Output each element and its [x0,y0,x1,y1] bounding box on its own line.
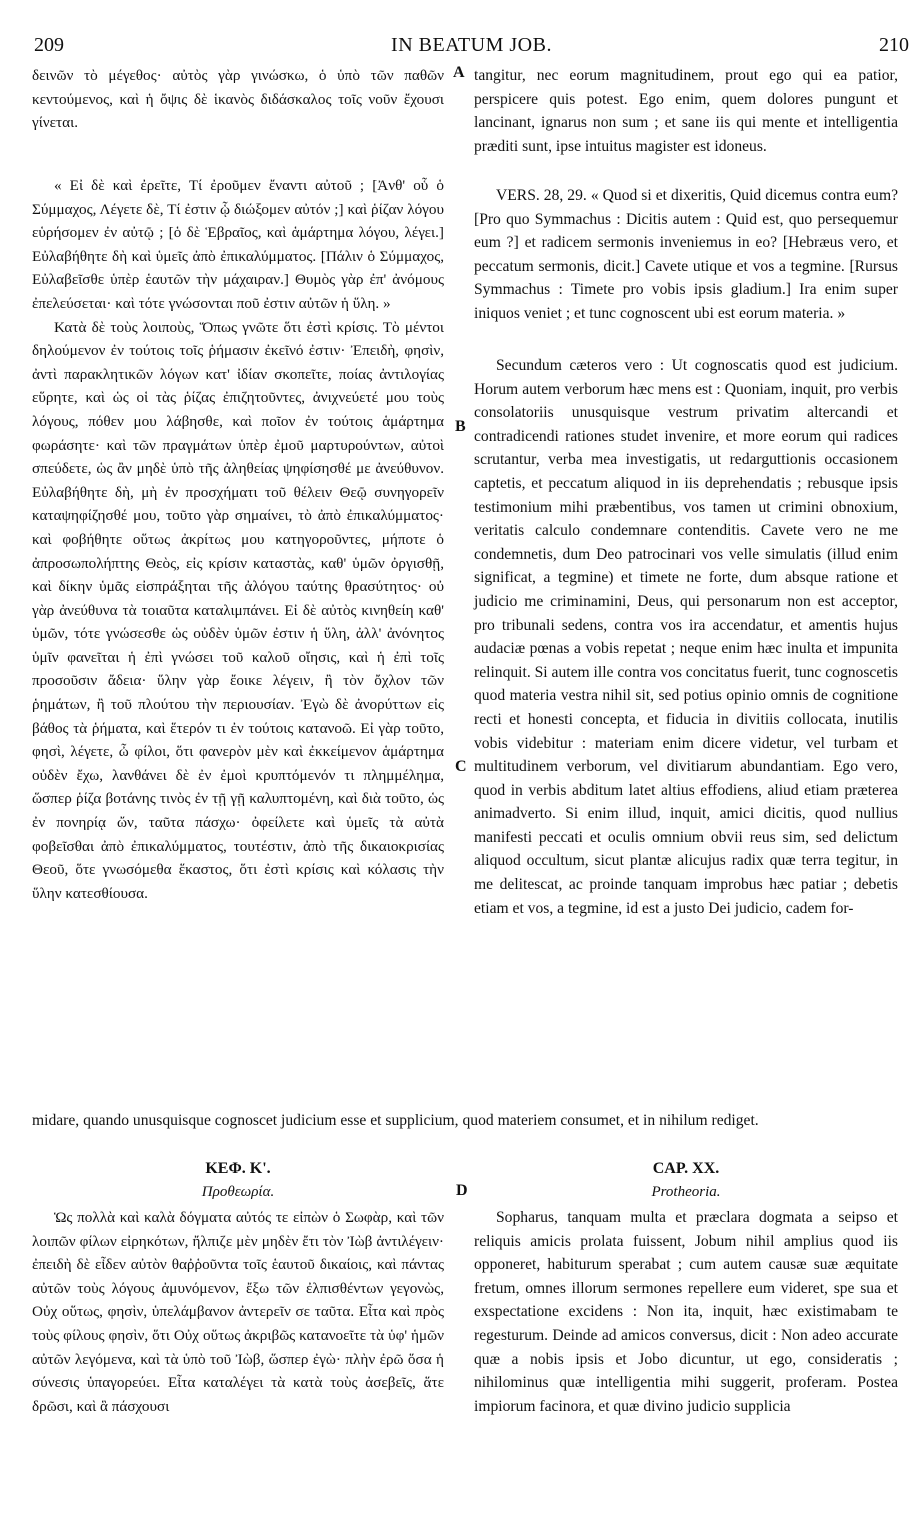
section-marker-d: D [456,1182,468,1199]
latin-paragraph-2: VERS. 28, 29. « Quod si et dixeritis, Quid dicemus contra eum? [Pro quo Symmachus : Dicitis autem : Quid est, quo persequemur eum ?] et radicem sermonis inveniemus in eo? [Hebræus vero, et peccatum sermonis, dicit.] Cavete utique et vos a tegmine. [Rursus Symmachus : Timete pro vobis ipsis gladium.] Ira enim super iniquos veniet ; et tunc cognoscent ubi est eorum materia. » [474,187,898,322]
latin-chapter-heading [474,1157,898,1203]
section-marker-b: B [455,418,466,435]
section-marker-c: C [455,758,467,775]
running-title: IN BEATUM JOB. [391,34,552,56]
greek-paragraph-2: « Εἰ δὲ καὶ ἐρεῖτε, Τί ἐροῦμεν ἔναντι αὐτοῦ ; [Ἀνθ' οὗ ὁ Σύμμαχος, Λέγετε δὲ, Τί ἐστιν ᾧ διώξομεν αὐτόν ;] καὶ ῥίζαν λόγου εὑρήσομεν ἐν αὐτῷ ; [ὁ δὲ Ἑβραῖος, καὶ ἁμάρτημα λόγου, λέγει.] Εὐλαβήθητε δὴ καὶ ὑμεῖς ἀπὸ ἐπικαλύμματος. [Πάλιν ὁ Σύμμαχος, Εὐλαβεῖσθε ὑπὲρ ἑαυτῶν τὴν μάχαιραν.] Θυμὸς γὰρ ἐπ' ἀνόμους ἐπελεύσεται· καὶ τότε γνώσονται ποῦ ἐστιν αὐτῶν ἡ ὕλη. » [32,177,444,312]
latin-column-verse [474,184,898,326]
latin-chapter-text: Sopharus, tanquam multa et præclara dogmata a seipso et reliquis amicis prolata fuissent, Jobum nihil amplius quod iis opponeret, habiturum sperabat ; cum autem causæ suæ æquitate fretum, omnes illorum sermones repellere eum videret, spe sua et exspectatione excidens : Non ita, inquit, hæc existimabam te regesturum. Deinde ad amicos conversus, dicit : Non adeo accurate quæ a nobis ipsis et Jobo dicuntur, ut ego, consideratis ; nihilominus quæ intelligentia mihi suggerit, proferam. Postea impiorum facinora, et quæ divino judicio supplicia [474,1209,898,1415]
greek-column-main [32,174,444,905]
greek-column-top [32,64,444,135]
greek-paragraph-3: Κατὰ δὲ τοὺς λοιποὺς, Ὅπως γνῶτε ὅτι ἐστὶ κρίσις. Τὸ μέντοι δηλούμενον ἐν τούτοις τοῖς ῥήμασιν ἐκεῖνό ἐστιν· Ἐπειδὴ, φησὶν, ἀντὶ παρακλητικῶν λόγων κατ' ἰδίαν σκοπεῖτε, ποίας ἀντιλογίας εὕρητε, καὶ ὡς οἱ τὰς ῥίζας ἐπιζητοῦντες, ἀνιχνεύετέ μου τοὺς λόγους, πόθεν μου λάβησθε, καὶ ποῖον ἐν τούτοις ἁμάρτημα φωράσητε· καὶ τῶν πραγμάτων ὑπὲρ ἐμοῦ μαρτυρούντων, αὐτοὶ σπεύδετε, ὡς ἂν μηδὲ ὑπὸ τῆς ἀληθείας ψηφίσησθέ με ἀνεύθυνον. Εὐλαβήθητε δὴ, μὴ ἐν προσχήματι τοῦ θέλειν Θεῷ συνηγορεῖν καταψηφίζησθέ μου, τοῦτο γὰρ σημαίνει, τὸ ἀπὸ ἐπικαλύμματος· καὶ φοβήθητε οὕτως ἀκρίτως μου κατηγοροῦντες, μήποτε ὁ ἀπροσωπολήπτης Θεὸς, εἰς κρίσιν καταστὰς, καθ' ὑμῶν ὀργισθῇ, καὶ δίκην ὑμᾶς εἰσπράξηται τῆς ἀλόγου ταύτης θρασύτητος· οὐ γὰρ ἀνεύθυνα τὰ τοιαῦτα καταλιμπάνει. Εἰ δὲ αὐτὸς κινηθείη καθ' ὑμῶν, τότε γνώσεσθε ὡς οὐδὲν ὑμῶν ἐστιν ἡ ὕλη, ἀλλ' ἀνόνητος ὑμῖν φανεῖται ἡ ἐπὶ γνώσει τοῦ καλοῦ οἴησις, καὶ ἡ ἐπὶ τοῖς προσοῦσιν ἄδεια· ὕλην γὰρ ἔοικε λέγειν, ἢ τὸν ὄχλον τῶν ῥημάτων, ἢ τοῦ πλούτου τὴν περιουσίαν. Ἐγὼ δὲ ἀνορύττων εἰς βάθος τὰ ῥήματα, καὶ ἕτερόν τι ἐν τούτοις κατανοῶ. Εἰ γὰρ τοῦτο, φησὶ, λέγετε, ὦ φίλοι, ὅτι φανερὸν μὲν καὶ ἐκκείμενον ἁμάρτημα οὐδὲν ἔχω, λανθάνει δὲ ἐν ἐμοὶ κρυπτόμενόν τι πλημμέλημα, ὥσπερ ῥίζα βοτάνης τινὸς ἐν τῇ γῇ καλυπτομένη, καὶ διὰ τοῦτο, ὡς ἐν πονηρίᾳ ὤν, ταῦτα πάσχω· ὀφείλετε καὶ ὑμεῖς τὰ αὐτὰ φοβεῖσθαι ἀπὸ ἐπικαλύμματος, τουτέστιν, ἀπὸ τῆς δικαιοκρισίας Θεοῦ, ὅτε γνωσόμεθα ἕκαστος, ὅτι ἐστὶ κρίσις καὶ κόλασις τὴν ὕλην κατεσθίουσα. [32,318,444,902]
latin-paragraph-1: tangitur, nec eorum magnitudinem, prout ego qui ea patior, perspicere quis potest. Ego enim, quem dolores pungunt et lancinant, ignarus non sum ; et sane iis qui mente et intelligentia præditi sunt, ipse intuitus magister est idoneus. [474,67,898,155]
section-marker-a: A [453,64,465,81]
greek-paragraph-1: δεινῶν τὸ μέγεθος· αὐτὸς γὰρ γινώσκω, ὁ ὑπὸ τῶν παθῶν κεντούμενος, καὶ ἡ ὄψις δὲ ἱκανὸς διδάσκαλος τοῖς νοῦν ἔχουσι γίνεται. [32,67,444,132]
left-page-number: 209 [34,34,64,56]
greek-chapter-text: Ὡς πολλὰ καὶ καλὰ δόγματα αὐτός τε εἰπὼν ὁ Σωφὰρ, καὶ τῶν λοιπῶν φίλων εἰρηκότων, ἤλπιζε μὲν μηδὲν ἔτι τὸν Ἰὼβ ἀντιλέγειν· ἐπειδὴ δὲ εἶδεν αὐτὸν θαῤῥοῦντα τοῖς ἑαυτοῦ δικαίοις, καὶ πάντας αὐτῶν τοὺς λόγους ἀμυνόμενον, ἔξω τῶν ἐλπισθέντων γεγονὼς, Οὐχ οὕτως, φησὶν, ὑπελάμβανον ἀντερεῖν σε ταῦτα. Εἶτα καὶ πρὸς τοὺς φίλους φησὶν, ὅτι Οὐχ οὕτως ἀκριβῶς κατανοεῖτε τὰ ὑφ' ἡμῶν αὐτῶν λεγόμενα, καὶ τὰ ὑπὸ τοῦ Ἰὼβ, ὥσπερ ἐγὼ· πλὴν ἐρῶ ὅσα ἡ σύνεσις ὑπαγορεύει. Εἶτα καταλέγει τὰ κατὰ τοὺς ἀσεβεῖς, ἅτε δρῶσι, καὶ ἃ πάσχουσι [32,1209,444,1415]
greek-chapter-body [32,1206,444,1418]
greek-chapter-heading [32,1157,444,1203]
latin-chapter-body [474,1206,898,1418]
greek-chapter-title: ΚΕΦ. Κ'. [205,1160,271,1177]
full-width-continuation: midare, quando unusquisque cognoscet judicium esse et supplicium, quod materiem consumet, et in nihilum rediget. [32,1112,759,1129]
latin-column-main [474,354,898,920]
latin-paragraph-3: Secundum cæteros vero : Ut cognoscatis quod est judicium. Horum autem verborum hæc mens est : Quoniam, inquit, pro verbis consolatoriis unusquisque vestrum privatim altercandi et contradicendi rationes studet invenire, et more eorum qui radices scrutantur, verba mea investigatis, ut redarguttionis occasionem captetis, et peccatum aliquod in iis deprehendatis ; rebusque ipsis testimonium mihi præbentibus, vos tamen ut crimini obnoxium, veritatis calculo condemnare contenditis. Cavete vero ne me condemnetis, dum Deo patrocinari vos velle simulatis (illud enim significat, a tegmine) et timete ne forte, dum absque ratione et judicio me criminamini, Deus, qui personarum non est acceptor, pro tribunali sedens, contra vos ira accendatur, et amentis hujus audaciæ pœnas a vobis repetat ; neque enim hæc inulta et impunita relinquit. Si autem ille contra vos concitatus fuerit, tunc cognoscetis quod materia vestra nihil sit, sed potius opinio omnis de cognitione recti et honesti concepta, et fiducia in divitiis collocata, inutilis vobis videbitur : materiam enim dicere videtur, vel turbam et multitudinem verborum, vel divitiarum abundantiam. Ego vero, quod in verbis abditum latet altius effodiens, aliud etiam præterea animadverto. Si enim illud, inquit, amici dicitis, quod nullius manifesti peccati et oculis omnium obvii reus sim, sed delictum aliquod occultum, sicut plantæ alicujus radix quæ terra tegitur, in me delitescat, ac proinde tanquam improbus hæc patiar ; debetis etiam et vos, a tegmine, id est a justo Dei judicio, cadem for- [474,357,898,917]
greek-chapter-subtitle: Προθεωρία. [201,1184,275,1200]
right-page-number: 210 [879,34,909,56]
page-header [34,34,909,58]
latin-chapter-subtitle: Protheoria. [651,1184,721,1200]
latin-chapter-title: CAP. XX. [652,1160,720,1177]
latin-column-top [474,64,898,158]
